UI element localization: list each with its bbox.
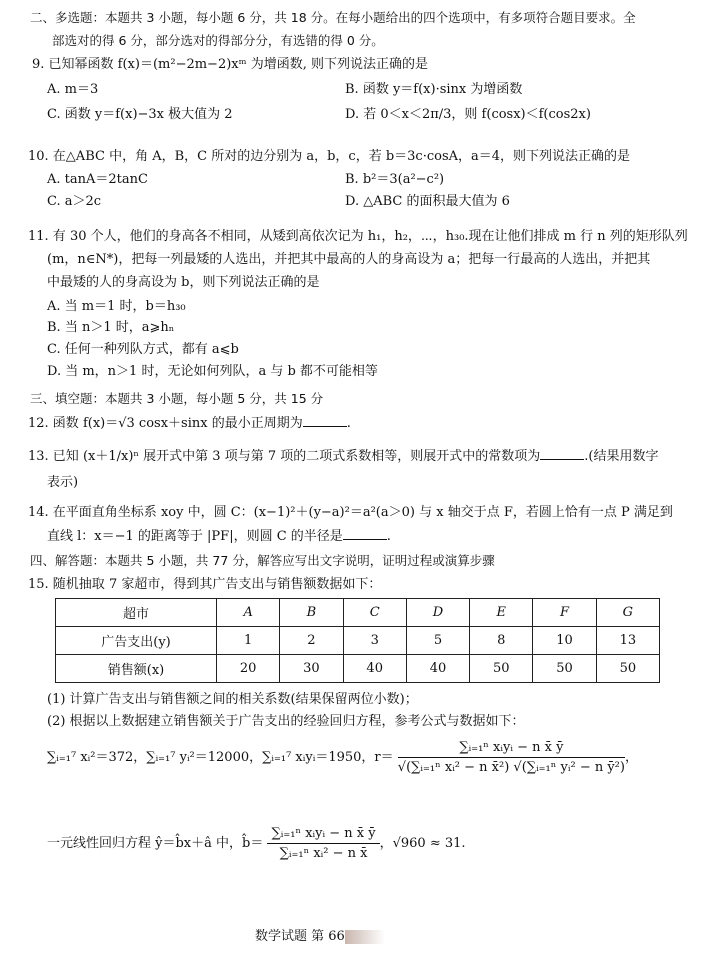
sum-values: ∑ᵢ₌₁⁷ xᵢ²＝372，∑ᵢ₌₁⁷ yᵢ²＝12000，∑ᵢ₌₁⁷ xᵢyᵢ＝1950，r＝	[47, 750, 394, 765]
table-header-row	[56, 599, 660, 627]
q11-stem-2: (m，n∈N*)，把每一列最矮的人选出，并把其中最高的人的身高设为 a；把每一行最高的人选出，并把其	[47, 252, 651, 267]
r-numerator: ∑ᵢ₌₁ⁿ xᵢyᵢ − n x̄ ȳ	[398, 740, 625, 758]
data-table	[55, 598, 660, 683]
q12	[28, 414, 351, 433]
q12-answer-blank	[303, 414, 347, 427]
q11-stem-1: 11. 有 30 个人，他们的身高各不相同，从矮到高依次记为 h₁，h₂，⋯，h₃₀.现在让他们排成 m 行 n 列的矩形队列	[28, 229, 688, 244]
q13-stem: 13. 已知 (x＋1/x)ⁿ 展开式中第 3 项与第 7 项的二项式系数相等，则展开式中的常数项为	[28, 449, 541, 464]
table-cell: 13	[596, 627, 659, 655]
table-cell: 50	[533, 655, 596, 683]
q11-option-c: C. 任何一种列队方式，都有 a⩽b	[47, 342, 239, 357]
section-2-heading-cont: 部选对的得 6 分，部分选对的得部分分，有选错的得 0 分。	[52, 33, 384, 48]
table-cell: 广告支出(y)	[56, 627, 217, 655]
table-cell: B	[280, 599, 343, 627]
regression-text: 一元线性回归方程 ŷ＝b̂x＋â 中，b̂＝	[47, 836, 264, 851]
q14-stem-2: 直线 l：x＝−1 的距离等于 |PF|，则圆 C 的半径是	[47, 529, 343, 544]
table-cell: A	[217, 599, 280, 627]
b-fraction	[267, 826, 379, 861]
q9-option-b: B. 函数 y＝f(x)·sinx 为增函数	[345, 82, 523, 97]
regression-formula	[47, 826, 466, 861]
q11-option-a: A. 当 m＝1 时，b＝h₃₀	[47, 299, 186, 314]
r-end: ，	[624, 750, 638, 765]
q10-option-d: D. △ABC 的面积最大值为 6	[345, 194, 510, 209]
q10-stem: 10. 在△ABC 中，角 A，B，C 所对的边分别为 a，b，c，若 b＝3c·cosA，a＝4，则下列说法正确的是	[28, 149, 631, 164]
q14-answer-blank	[343, 527, 387, 540]
q10-option-a: A. tanA＝2tanC	[47, 172, 148, 187]
q12-end: .	[346, 416, 351, 431]
q13-end: .(结果用数字	[584, 449, 659, 464]
table-cell: G	[596, 599, 659, 627]
table-cell: 40	[343, 655, 406, 683]
q9-stem: 9. 已知幂函数 f(x)＝(m²−2m−2)xᵐ 为增函数, 则下列说法正确的是	[32, 57, 428, 72]
q11-option-b: B. 当 n＞1 时，a⩾hₙ	[47, 320, 175, 335]
b-denominator: ∑ᵢ₌₁ⁿ xᵢ² − n x̄	[279, 846, 368, 861]
table-cell: 5	[406, 627, 469, 655]
q10-option-c: C. a＞2c	[47, 194, 102, 209]
q14	[47, 527, 391, 546]
b-end: ，√960 ≈ 31.	[379, 836, 466, 851]
table-cell: 50	[596, 655, 659, 683]
table-cell: 销售额(x)	[56, 655, 217, 683]
table-cell: 8	[470, 627, 533, 655]
table-cell: 30	[280, 655, 343, 683]
table-cell: 20	[217, 655, 280, 683]
q15-part-2: (2) 根据以上数据建立销售额关于广告支出的经验回归方程，参考公式与数据如下：	[47, 714, 525, 729]
table-cell: C	[343, 599, 406, 627]
correlation-formula	[47, 740, 638, 775]
q9-option-a: A. m＝3	[47, 82, 99, 97]
section-4-heading: 四、解答题：本题共 5 小题，共 77 分，解答应写出文字说明，证明过程或演算步骤	[30, 553, 495, 568]
q9-option-c: C. 函数 y＝f(x)−3x 极大值为 2	[47, 107, 233, 122]
q13	[28, 447, 658, 466]
section-3-heading: 三、填空题：本题共 3 小题，每小题 5 分，共 15 分	[30, 391, 324, 406]
q10-option-b: B. b²＝3(a²−c²)	[345, 172, 445, 187]
table-cell: 超市	[56, 599, 217, 627]
table-row	[56, 655, 660, 683]
footer-text: 数学试题 第 66	[255, 929, 345, 944]
table-cell: 3	[343, 627, 406, 655]
q12-stem: 12. 函数 f(x)＝√3 cosx＋sinx 的最小正周期为	[28, 416, 303, 431]
q15-stem: 15. 随机抽取 7 家超市，得到其广告支出与销售额数据如下：	[28, 577, 382, 592]
q11-stem-3: 中最矮的人的身高设为 b，则下列说法正确的是	[47, 275, 320, 290]
b-numerator: ∑ᵢ₌₁ⁿ xᵢyᵢ − n x̄ ȳ	[267, 826, 379, 844]
table-cell: E	[470, 599, 533, 627]
smudge-mark	[345, 930, 385, 944]
table-row	[56, 627, 660, 655]
table-cell: D	[406, 599, 469, 627]
page-footer	[255, 925, 385, 944]
section-2-heading: 二、多选题：本题共 3 小题，每小题 6 分，共 18 分。在每小题给出的四个选项中，有多项符合题目要求。全	[30, 10, 636, 25]
table-cell: 50	[470, 655, 533, 683]
table-cell: 10	[533, 627, 596, 655]
r-denominator: √(∑ᵢ₌₁ⁿ xᵢ² − n x̄²) √(∑ᵢ₌₁ⁿ yᵢ² − n ȳ²)	[397, 760, 625, 775]
table-cell: 1	[217, 627, 280, 655]
q15-part-1: (1) 计算广告支出与销售额之间的相关系数(结果保留两位小数)；	[47, 692, 418, 707]
q13-cont: 表示)	[47, 475, 79, 490]
q14-end: .	[386, 529, 391, 544]
table-cell: F	[533, 599, 596, 627]
q14-stem-1: 14. 在平面直角坐标系 xoy 中，圆 C：(x−1)²＋(y−a)²＝a²(a＞0) 与 x 轴交于点 F，若圆上恰有一点 P 满足到	[28, 505, 673, 520]
q9-option-d: D. 若 0＜x＜2π/3，则 f(cosx)＜f(cos2x)	[345, 107, 591, 122]
q11-option-d: D. 当 m，n＞1 时，无论如何列队，a 与 b 都不可能相等	[47, 364, 378, 379]
table-cell: 40	[406, 655, 469, 683]
table-cell: 2	[280, 627, 343, 655]
r-fraction	[398, 740, 625, 775]
q13-answer-blank	[540, 447, 584, 460]
